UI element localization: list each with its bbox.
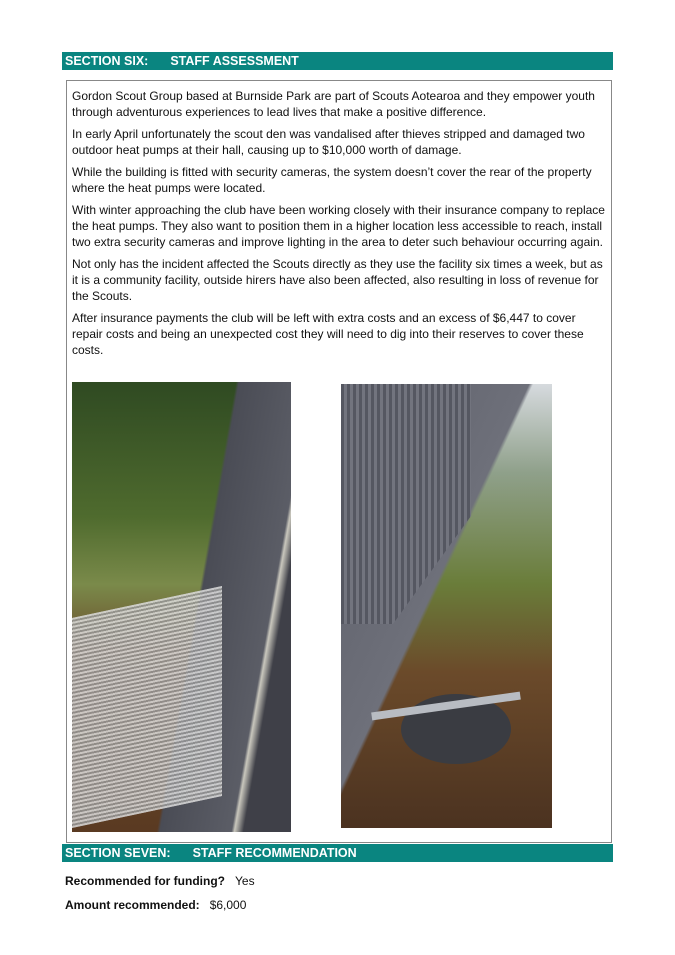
damage-photo-right [341, 384, 552, 828]
paragraph: Not only has the incident affected the Scouts directly as they use the facility six times a week, but as it is a community facility, outside hirers have also been affected, also resulting in loss of revenue for the Scouts. [72, 257, 603, 303]
damage-photo-left [72, 382, 291, 832]
amount-recommendation [65, 897, 613, 913]
staff-assessment-box [66, 80, 612, 843]
section-number: SECTION SIX: [65, 54, 149, 68]
funding-recommendation [65, 873, 613, 889]
section-six-header [62, 52, 613, 70]
section-title: STAFF RECOMMENDATION [192, 846, 357, 860]
section-seven-header [62, 844, 613, 862]
section-title: STAFF ASSESSMENT [170, 54, 299, 68]
section-number: SECTION SEVEN: [65, 846, 171, 860]
photo-row [72, 382, 606, 836]
amount-value: $6,000 [209, 898, 247, 912]
funding-label: Recommended for funding? [65, 874, 225, 888]
paragraph: While the building is fitted with security cameras, the system doesn’t cover the rear of the property where the heat pumps were located. [72, 165, 592, 195]
paragraph: Gordon Scout Group based at Burnside Park are part of Scouts Aotearoa and they empower youth through adventurous experiences to lead lives that make a positive difference. [72, 89, 595, 119]
amount-label: Amount recommended: [65, 898, 200, 912]
paragraph: In early April unfortunately the scout den was vandalised after thieves stripped and damaged two outdoor heat pumps at their hall, causing up to $10,000 worth of damage. [72, 127, 585, 157]
paragraph: With winter approaching the club have been working closely with their insurance company to replace the heat pumps. They also want to position them in a higher location less accessible to reach, install two extra security cameras and improve lighting in the area to deter such behaviour occurring again. [72, 203, 605, 249]
paragraph: After insurance payments the club will be left with extra costs and an excess of $6,447 to cover repair costs and being an unexpected cost they will need to dig into their reserves to cover these costs. [72, 311, 584, 357]
funding-value: Yes [235, 874, 255, 888]
